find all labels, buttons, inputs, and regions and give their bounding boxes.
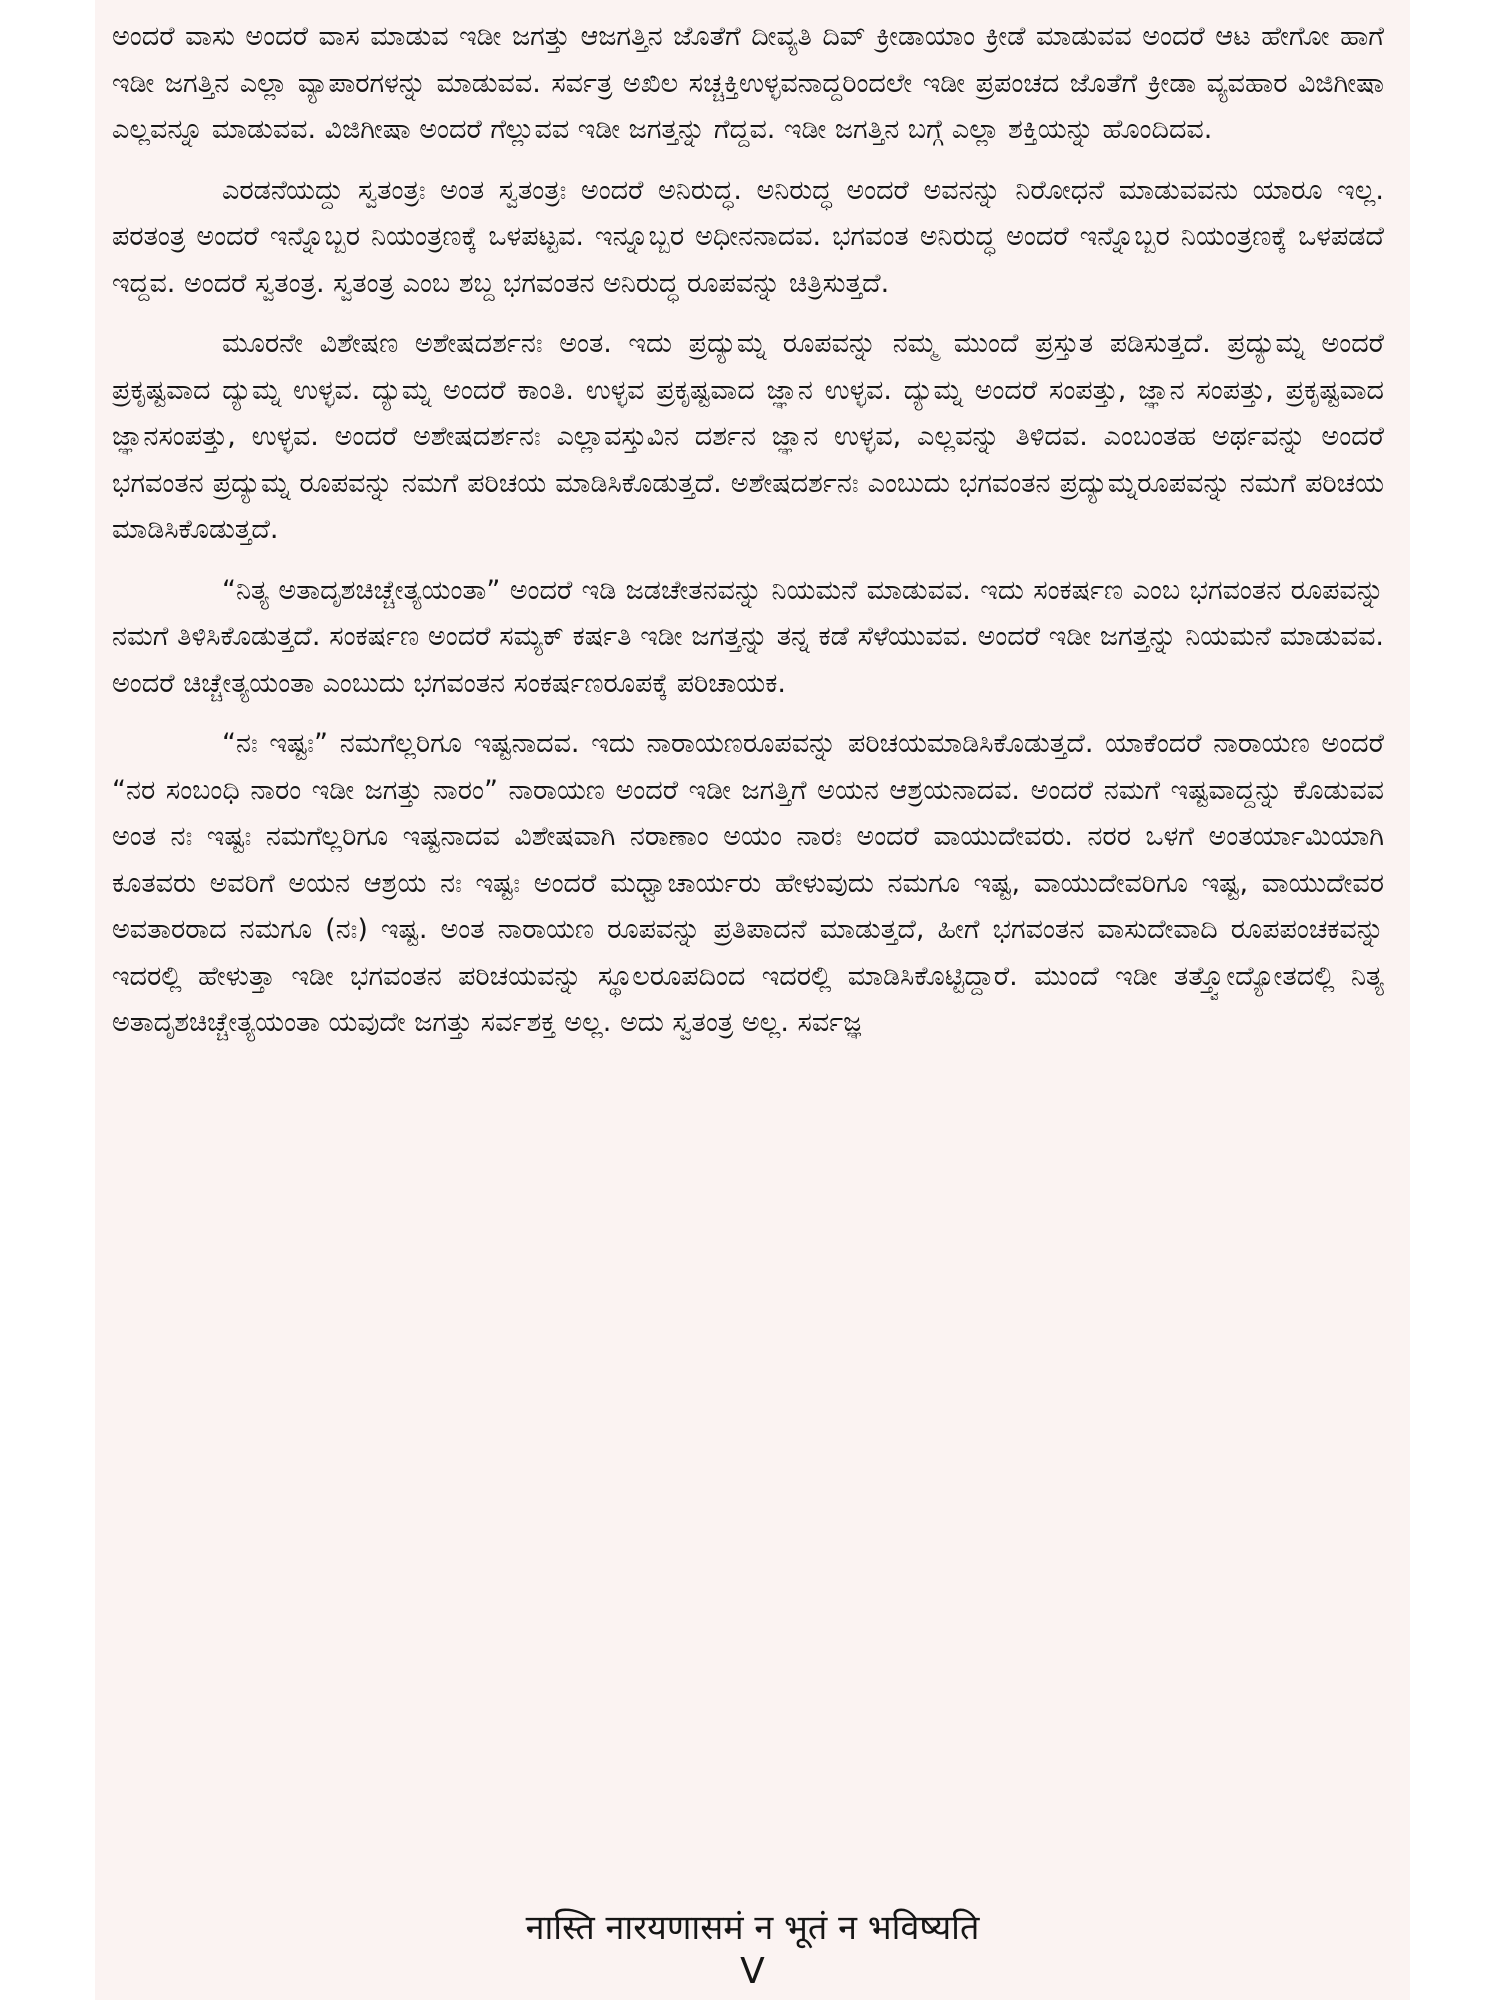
body-text xyxy=(112,14,1384,1047)
paragraph-2: ಎರಡನೆಯದ್ದು ಸ್ವತಂತ್ರಃ ಅಂತ ಸ್ವತಂತ್ರಃ ಅಂದರೆ ಅನಿರುದ್ಧ. ಅನಿರುದ್ಧ ಅಂದರೆ ಅವನನ್ನು ನಿರೋಧನೆ ಮಾಡುವವನು ಯಾರೂ ಇಲ್ಲ. ಪರತಂತ್ರ ಅಂದರೆ ಇನ್ನೊಬ್ಬರ ನಿಯಂತ್ರಣಕ್ಕೆ ಒಳಪಟ್ಟವ. ಇನ್ನೂಬ್ಬರ ಅಧೀನನಾದವ. ಭಗವಂತ ಅನಿರುದ್ಧ ಅಂದರೆ ಇನ್ನೊಬ್ಬರ ನಿಯಂತ್ರಣಕ್ಕೆ ಒಳಪಡದೆ ಇದ್ದವ. ಅಂದರೆ ಸ್ವತಂತ್ರ. ಸ್ವತಂತ್ರ ಎಂಬ ಶಬ್ದ ಭಗವಂತನ ಅನಿರುದ್ಧ ರೂಪವನ್ನು ಚಿತ್ರಿಸುತ್ತದೆ. xyxy=(112,174,1384,299)
paragraph-3: ಮೂರನೇ ವಿಶೇಷಣ ಅಶೇಷದರ್ಶನಃ ಅಂತ. ಇದು ಪ್ರದ್ಯುಮ್ನ ರೂಪವನ್ನು ನಮ್ಮ ಮುಂದೆ ಪ್ರಸ್ತುತ ಪಡಿಸುತ್ತದೆ. ಪ್ರದ್ಯುಮ್ನ ಅಂದರೆ ಪ್ರಕೃಷ್ಟವಾದ ದ್ಯುಮ್ನ ಉಳ್ಳವ. ದ್ಯುಮ್ನ ಅಂದರೆ ಕಾಂತಿ. ಉಳ್ಳವ ಪ್ರಕೃಷ್ಟವಾದ ಜ್ಞಾನ ಉಳ್ಳವ. ದ್ಯುಮ್ನ ಅಂದರೆ ಸಂಪತ್ತು, ಜ್ಞಾನ ಸಂಪತ್ತು, ಪ್ರಕೃಷ್ಟವಾದ ಜ್ಞಾನಸಂಪತ್ತು, ಉಳ್ಳವ. ಅಂದರೆ ಅಶೇಷದರ್ಶನಃ ಎಲ್ಲಾವಸ್ತುವಿನ ದರ್ಶನ ಜ್ಞಾನ ಉಳ್ಳವ, ಎಲ್ಲವನ್ನು ತಿಳಿದವ. ಎಂಬಂತಹ ಅರ್ಥವನ್ನು ಅಂದರೆ ಭಗವಂತನ ಪ್ರದ್ಯುಮ್ನ ರೂಪವನ್ನು ನಮಗೆ ಪರಿಚಯ ಮಾಡಿಸಿಕೊಡುತ್ತದೆ. ಅಶೇಷದರ್ಶನಃ ಎಂಬುದು ಭಗವಂತನ ಪ್ರದ್ಯುಮ್ನರೂಪವನ್ನು ನಮಗೆ ಪರಿಚಯ ಮಾಡಿಸಿಕೊಡುತ್ತದೆ. xyxy=(112,328,1384,545)
paragraph-1: ಅಂದರೆ ವಾಸು ಅಂದರೆ ವಾಸ ಮಾಡುವ ಇಡೀ ಜಗತ್ತು ಆಜಗತ್ತಿನ ಜೊತೆಗೆ ದೀವ್ಯತಿ ದಿವ್ ಕ್ರೀಡಾಯಾಂ ಕ್ರೀಡೆ ಮಾಡುವವ ಅಂದರೆ ಆಟ ಹೇಗೋ ಹಾಗೆ ಇಡೀ ಜಗತ್ತಿನ ಎಲ್ಲಾ ವ್ಯಾಪಾರಗಳನ್ನು ಮಾಡುವವ. ಸರ್ವತ್ರ ಅಖಿಲ ಸಚ್ಚಕ್ತಿಉಳ್ಳವನಾದ್ದರಿಂದಲೇ ಇಡೀ ಪ್ರಪಂಚದ ಜೊತೆಗೆ ಕ್ರೀಡಾ ವ್ಯವಹಾರ ವಿಜಿಗೀಷಾ ಎಲ್ಲವನ್ನೂ ಮಾಡುವವ. ವಿಜಿಗೀಷಾ ಅಂದರೆ ಗೆಲ್ಲುವವ ಇಡೀ ಜಗತ್ತನ್ನು ಗೆದ್ದವ. ಇಡೀ ಜಗತ್ತಿನ ಬಗ್ಗೆ ಎಲ್ಲಾ ಶಕ್ತಿಯನ್ನು ಹೊಂದಿದವ. xyxy=(112,21,1384,145)
footer-quote: नास्ति नारयणासमं न भूतं न भविष्यति xyxy=(525,1908,980,1948)
scan-margin-right xyxy=(1410,0,1500,2000)
paragraph-4: “ನಿತ್ಯ ಅತಾದೃಶಚಿಚ್ಚೇತ್ಯಯಂತಾ” ಅಂದರೆ ಇಡಿ ಜಡಚೇತನವನ್ನು ನಿಯಮನೆ ಮಾಡುವವ. ಇದು ಸಂಕರ್ಷಣ ಎಂಬ ಭಗವಂತನ ರೂಪವನ್ನು ನಮಗೆ ತಿಳಿಸಿಕೊಡುತ್ತದೆ. ಸಂಕರ್ಷಣ ಅಂದರೆ ಸಮ್ಯಕ್ ಕರ್ಷತಿ ಇಡೀ ಜಗತ್ತನ್ನು ತನ್ನ ಕಡೆ ಸೆಳೆಯುವವ. ಅಂದರೆ ಇಡೀ ಜಗತ್ತನ್ನು ನಿಯಮನೆ ಮಾಡುವವ. ಅಂದರೆ ಚಿಚ್ಚೇತ್ಯಯಂತಾ ಎಂಬುದು ಭಗವಂತನ ಸಂಕರ್ಷಣರೂಪಕ್ಕೆ ಪರಿಚಾಯಕ. xyxy=(112,574,1384,699)
paragraph-5: “ನಃ ಇಷ್ಟಃ” ನಮಗೆಲ್ಲರಿಗೂ ಇಷ್ಟನಾದವ. ಇದು ನಾರಾಯಣರೂಪವನ್ನು ಪರಿಚಯಮಾಡಿಸಿಕೊಡುತ್ತದೆ. ಯಾಕೆಂದರೆ ನಾರಾಯಣ ಅಂದರೆ “ನರ ಸಂಬಂಧಿ ನಾರಂ ಇಡೀ ಜಗತ್ತು ನಾರಂ” ನಾರಾಯಣ ಅಂದರೆ ಇಡೀ ಜಗತ್ತಿಗೆ ಅಯನ ಆಶ್ರಯನಾದವ. ಅಂದರೆ ನಮಗೆ ಇಷ್ಟವಾದ್ದನ್ನು ಕೊಡುವವ ಅಂತ ನಃ ಇಷ್ಟಃ ನಮಗೆಲ್ಲರಿಗೂ ಇಷ್ಟನಾದವ ವಿಶೇಷವಾಗಿ ನರಾಣಾಂ ಅಯಂ ನಾರಃ ಅಂದರೆ ವಾಯುದೇವರು. ನರರ ಒಳಗೆ ಅಂತರ್ಯಾಮಿಯಾಗಿ ಕೂತವರು ಅವರಿಗೆ ಅಯನ ಆಶ್ರಯ ನಃ ಇಷ್ಟಃ ಅಂದರೆ ಮಧ್ವಾಚಾರ್ಯರು ಹೇಳುವುದು ನಮಗೂ ಇಷ್ಟ, ವಾಯುದೇವರಿಗೂ ಇಷ್ಟ, ವಾಯುದೇವರ ಅವತಾರರಾದ ನಮಗೂ (ನಃ) ಇಷ್ಟ. ಅಂತ ನಾರಾಯಣ ರೂಪವನ್ನು ಪ್ರತಿಪಾದನೆ ಮಾಡುತ್ತದೆ, ಹೀಗೆ ಭಗವಂತನ ವಾಸುದೇವಾದಿ ರೂಪಪಂಚಕವನ್ನು ಇದರಲ್ಲಿ ಹೇಳುತ್ತಾ ಇಡೀ ಭಗವಂತನ ಪರಿಚಯವನ್ನು ಸ್ಥೂಲರೂಪದಿಂದ ಇದರಲ್ಲಿ ಮಾಡಿಸಿಕೊಟ್ಟಿದ್ದಾರೆ. ಮುಂದೆ ಇಡೀ ತತ್ತ್ವೋದ್ಯೋತದಲ್ಲಿ ನಿತ್ಯ ಅತಾದೃಶಚಿಚ್ಚೇತ್ಯಯಂತಾ ಯವುದೇ ಜಗತ್ತು ಸರ್ವಶಕ್ತ ಅಲ್ಲ. ಅದು ಸ್ವತಂತ್ರ ಅಲ್ಲ. ಸರ್ವಜ್ಞ xyxy=(112,728,1384,1038)
page-number: V xyxy=(740,1951,765,1992)
scan-margin-left xyxy=(0,0,100,2000)
